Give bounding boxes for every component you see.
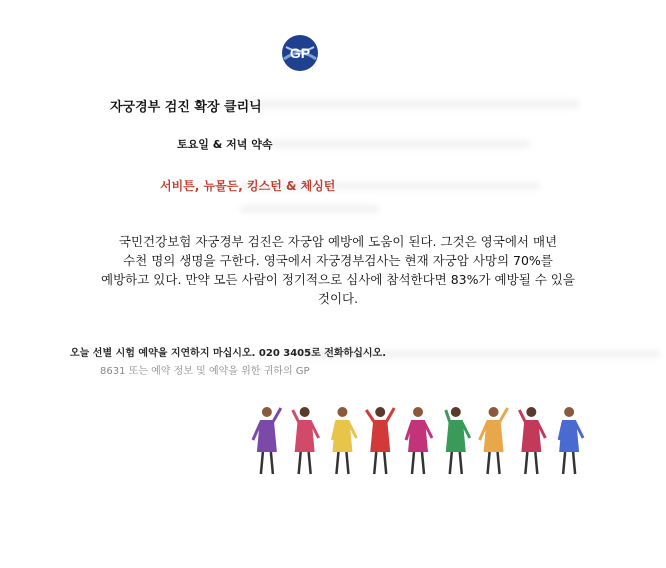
flyer-subtitle: 토요일 & 저녁 약속 bbox=[177, 138, 273, 151]
woman-figure-icon bbox=[519, 407, 545, 474]
woman-figure-icon bbox=[480, 407, 508, 474]
body-line: 수천 명의 생명을 구한다. 영국에서 자궁경부검사는 현재 자궁암 사망의 70%를 bbox=[123, 253, 553, 268]
ghost-text-band bbox=[240, 205, 380, 213]
woman-figure-icon bbox=[446, 407, 470, 474]
woman-figure-icon bbox=[332, 407, 356, 474]
women-group-illustration bbox=[248, 400, 588, 480]
woman-figure-icon bbox=[253, 407, 281, 474]
ghost-text-band bbox=[270, 140, 530, 148]
body-line: 예방하고 있다. 만약 모든 사람이 정기적으로 심사에 참석한다면 83%가 예방될 수 있을 bbox=[101, 272, 575, 287]
call-to-action: 오늘 선별 시험 예약을 지연하지 마십시오. 020 3405로 전화하십시오. bbox=[70, 348, 386, 359]
body-line: 것이다. bbox=[317, 291, 359, 306]
woman-figure-icon bbox=[366, 407, 394, 474]
body-paragraph bbox=[68, 232, 608, 308]
logo-text: GP bbox=[289, 45, 311, 61]
flyer-title: 자궁경부 검진 확장 클리닉 bbox=[110, 100, 262, 115]
call-to-action-sub: 8631 또는 예약 정보 및 예약을 위한 귀하의 GP bbox=[100, 366, 310, 377]
woman-figure-icon bbox=[559, 407, 583, 474]
gp-logo-icon bbox=[280, 33, 320, 73]
clinic-locations: 서비튼, 뉴몰든, 킹스턴 & 체싱턴 bbox=[160, 179, 336, 193]
woman-figure-icon bbox=[406, 407, 432, 474]
woman-figure-icon bbox=[293, 407, 319, 474]
ghost-text-band bbox=[240, 100, 580, 108]
body-line: 국민건강보험 자궁경부 검진은 자궁암 예방에 도움이 된다. 그것은 영국에서 매년 bbox=[118, 234, 558, 249]
